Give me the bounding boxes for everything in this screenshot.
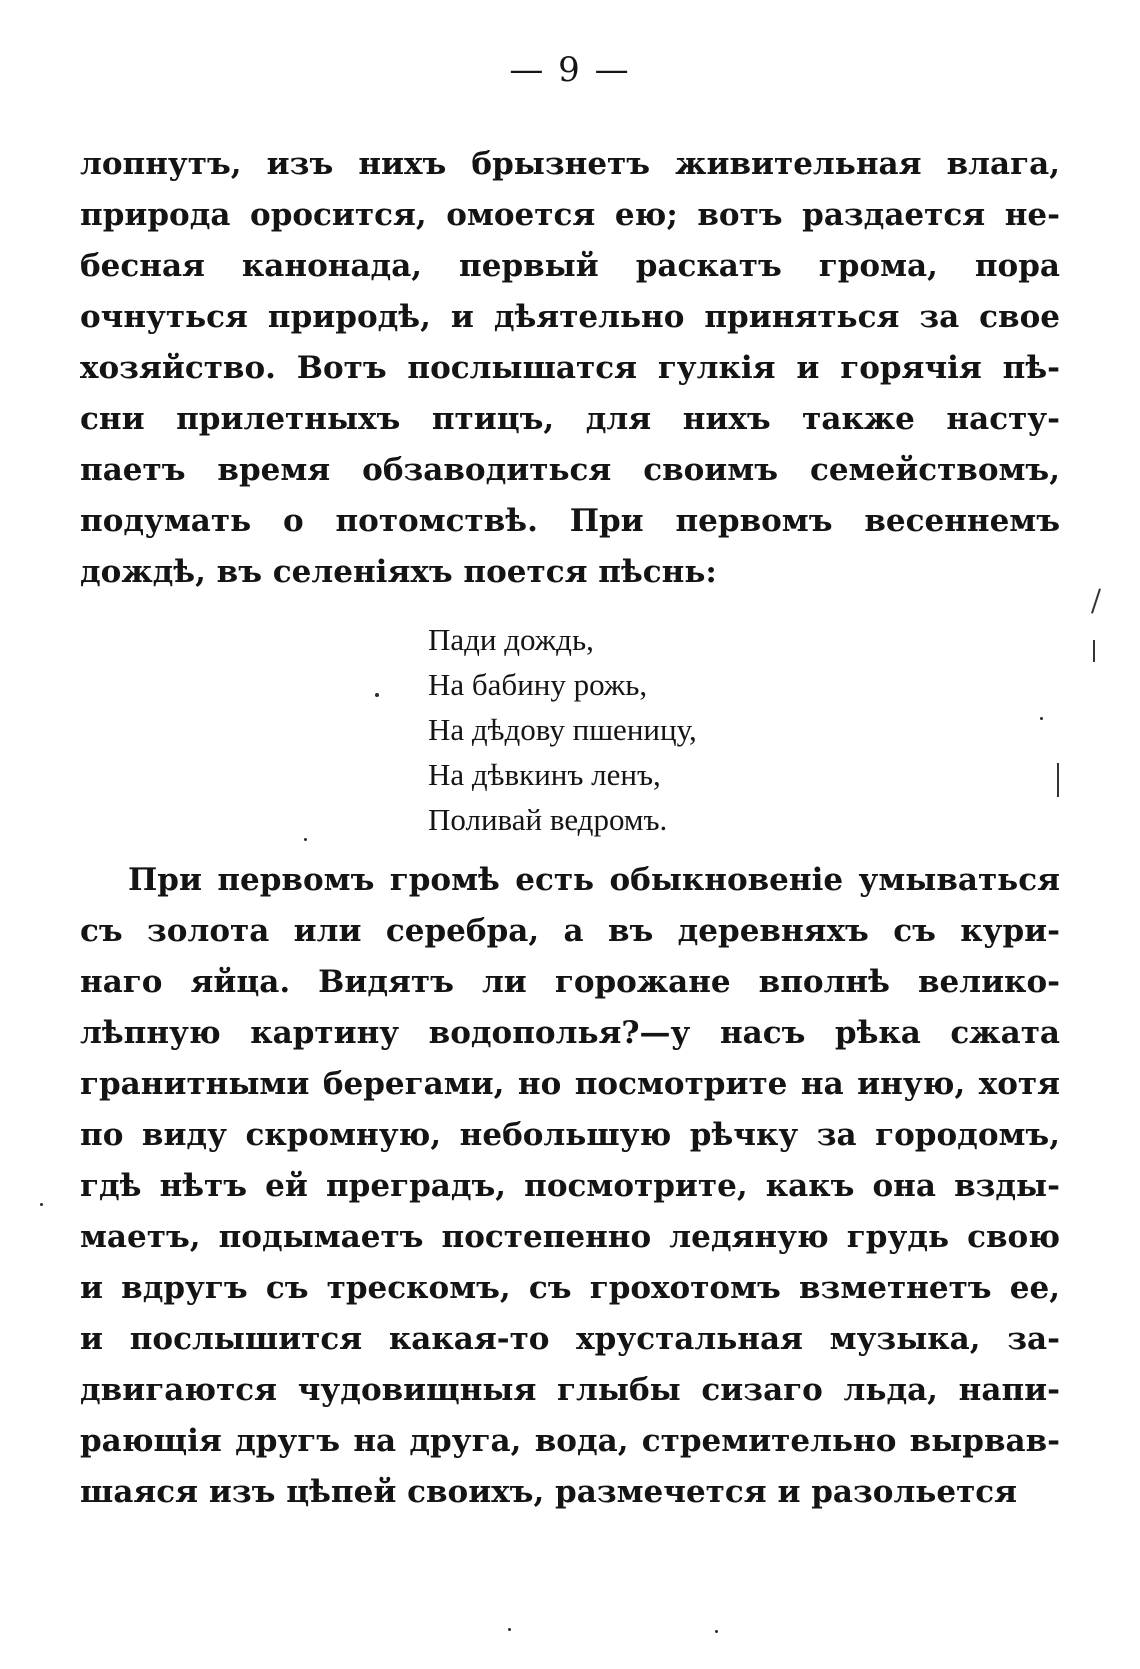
text-line: лѣпную картину водополья?—у насъ рѣка сжата — [80, 1015, 1060, 1051]
text-line: наго яйца. Видятъ ли горожане вполнѣ велико- — [80, 964, 1060, 1000]
poem-line: Поливай ведромъ. — [428, 802, 668, 837]
poem-verse — [428, 617, 697, 842]
scan-speck — [40, 1203, 43, 1206]
text-line: маетъ, подымаетъ постепенно ледяную грудь свою — [80, 1219, 1060, 1255]
text-line: хозяйство. Вотъ послышатся гулкія и горячія пѣ- — [80, 350, 1060, 386]
poem-line: На дѣдову пшеницу, — [428, 712, 697, 747]
text-line: и послышится какая-то хрустальная музыка, за- — [80, 1321, 1060, 1357]
scan-speck — [375, 693, 379, 697]
text-line: и вдругъ съ трескомъ, съ грохотомъ взметнетъ ее, — [80, 1270, 1060, 1306]
scan-mark — [1057, 763, 1059, 797]
scan-speck — [715, 1630, 718, 1633]
poem-line: Пади дождь, — [428, 622, 594, 657]
scan-speck — [304, 838, 307, 841]
scan-mark — [1093, 640, 1095, 662]
text-line: съ золота или серебра, а въ деревняхъ съ кури- — [80, 913, 1060, 949]
paragraph-2 — [80, 855, 1060, 1518]
text-line: паетъ время обзаводиться своимъ семействомъ, — [80, 452, 1060, 488]
poem-line: На бабину рожь, — [428, 667, 648, 702]
text-line: сни прилетныхъ птицъ, для нихъ также насту- — [80, 401, 1060, 437]
text-line: гдѣ нѣтъ ей преградъ, посмотрите, какъ она взды- — [80, 1168, 1060, 1204]
text-line: шаяся изъ цѣпей своихъ, размечется и разольется — [80, 1474, 1018, 1510]
page-number: — 9 — — [509, 50, 631, 90]
text-line: двигаются чудовищныя глыбы сизаго льда, напи- — [80, 1372, 1060, 1408]
text-line: гранитными берегами, но посмотрите на иную, хотя — [80, 1066, 1060, 1102]
text-line: подумать о потомствѣ. При первомъ весеннемъ — [80, 503, 1060, 539]
text-line: по виду скромную, небольшую рѣчку за городомъ, — [80, 1117, 1060, 1153]
text-line: дождѣ, въ селеніяхъ поется пѣснь: — [80, 554, 717, 590]
text-line: природа оросится, омоется ею; вотъ раздается не- — [80, 197, 1060, 233]
scan-speck — [1040, 717, 1043, 720]
text-line: При первомъ громѣ есть обыкновеніе умываться — [128, 862, 1060, 898]
text-line: рающія другъ на друга, вода, стремительно вырвав- — [80, 1423, 1060, 1459]
scan-mark — [1091, 588, 1101, 613]
poem-line: На дѣвкинъ ленъ, — [428, 757, 661, 792]
paragraph-1 — [80, 139, 1060, 598]
text-line: бесная канонада, первый раскатъ грома, пора — [80, 248, 1060, 284]
scan-speck — [508, 1628, 511, 1631]
text-line: лопнутъ, изъ нихъ брызнетъ живительная влага, — [80, 146, 1060, 182]
text-line: очнуться природѣ, и дѣятельно приняться за свое — [80, 299, 1060, 335]
